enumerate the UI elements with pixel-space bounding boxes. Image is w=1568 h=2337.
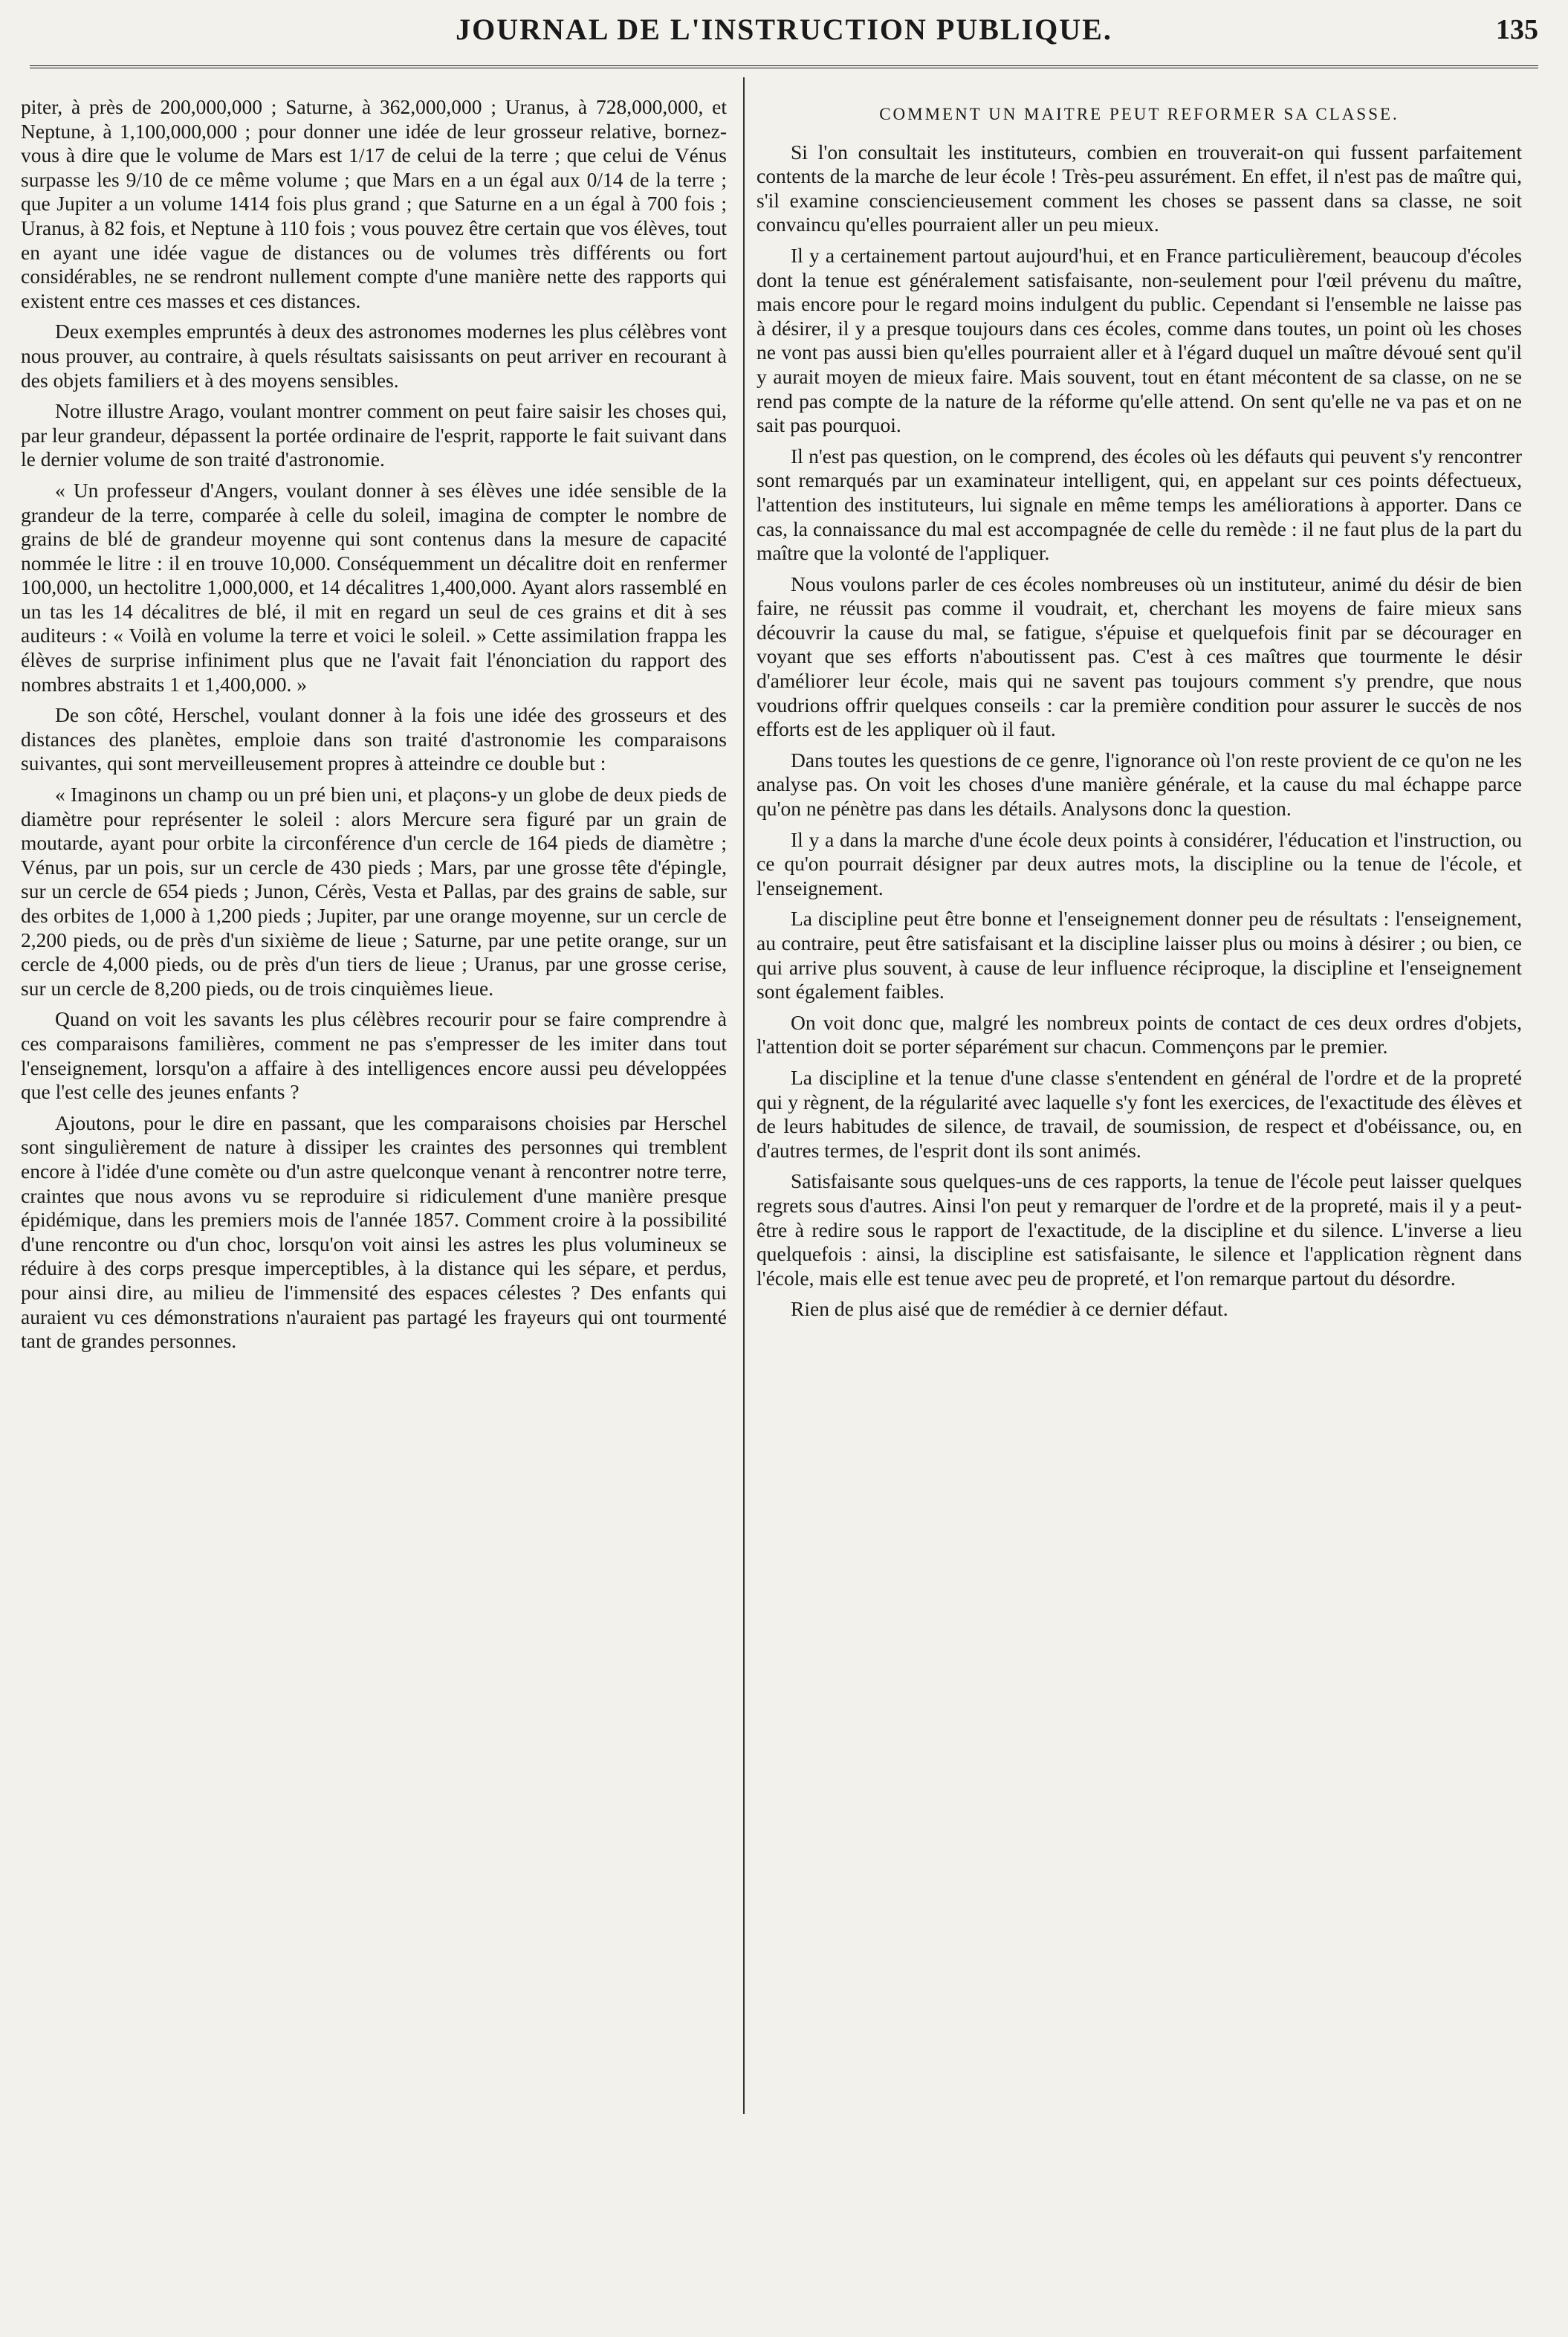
paragraph: Rien de plus aisé que de remédier à ce dernier défaut. [791,1297,1228,1321]
paragraph: On voit donc que, malgré les nombreux points de contact de ces deux ordres d'objets, l'attention doit se porter séparément sur chacun. Commençons par le premier. [757,1010,1522,1058]
page-number: 135 [1496,14,1538,45]
header-rule [30,65,1538,68]
paragraph: Il y a certainement partout aujourd'hui, et en France particulièrement, beaucoup d'écoles dont la tenue est généralement satisfaisante, non-seulement pour l'œil prévenu du maître, mais encore pour le regard moins indulgent du public. Cependant si l'ensemble ne laisse pas à désirer, il y a presque toujours dans ces écoles, comme dans toutes, un point où les choses ne vont pas aussi bien qu'elles pourraient aller et à l'égard duquel un maître dévoué sent qu'il y aurait moyen de mieux faire. Mais souvent, tout en étant mécontent de sa classe, on ne se rend pas compte de la nature de la réforme qu'elle attend. On sent qu'elle ne va pas et on ne sait pas pourquoi. [757,243,1522,437]
paragraph: « Un professeur d'Angers, voulant donner à ses élèves une idée sensible de la grandeur de la terre, comparée à celle du soleil, imagina de compter le nombre de grains de blé de grandeur moyenne qui sont contenus dans la mesure de capacité nommée le litre : il en trouve 10,000. Conséquemment un décalitre doit en renfermer 100,000, un hectolitre 1,000,000, et 14 décalitres 1,400,000. Ayant alors rassemblé en un tas les 14 décalitres de blé, il mit en regard un seul de ces grains et dit à ses auditeurs : « Voilà en volume la terre et voici le soleil. » Cette assimilation frappa les élèves de surprise infiniment plus que ne l'avait fait l'énonciation du rapport des nombres abstraits 1 et 1,400,000. » [21,478,727,696]
paragraph: Nous voulons parler de ces écoles nombreuses où un instituteur, animé du désir de bien faire, ne réussit pas comme il voudrait, et, cherchant les moyens de faire mieux sans découvrir la cause du mal, se fatigue, s'épuise et quelquefois finit par se décourager en voyant que ses efforts n'aboutissent pas. C'est à ces maîtres que tourmente le désir d'améliorer leur école, mais qui ne savent pas toujours comment s'y prendre, que nous voudrions offrir quelques conseils : car la première condition pour assurer le succès de nos efforts est de les appliquer où il faut. [757,572,1522,741]
left-column [21,95,727,1360]
page-header [30,10,1538,52]
journal-title: JOURNAL DE L'INSTRUCTION PUBLIQUE. [456,13,1112,46]
paragraph: Il n'est pas question, on le comprend, des écoles où les défauts qui peuvent s'y rencontrer sont remarqués par un examinateur intelligent, qui, en appelant sur ces points défectueux, l'attention des instituteurs, lui signale en même temps les améliorations à apporter. Dans ce cas, la connaissance du mal est accompagnée de celle du remède : il ne faut plus de la part du maître que la volonté de l'appliquer. [757,444,1522,565]
paragraph: Deux exemples empruntés à deux des astronomes modernes les plus célèbres vont nous prouver, au contraire, à quels résultats saisissants on peut arriver en recourant à des objets familiers et à des moyens sensibles. [21,320,727,392]
paragraph: Ajoutons, pour le dire en passant, que les comparaisons choisies par Herschel sont singulièrement de nature à dissiper les craintes des personnes qui tremblent encore à l'idée d'une comète ou d'un astre quelconque venant à rencontrer notre terre, craintes que nous avons vu se reproduire si ridiculement d'une manière presque épidémique, dans les premiers mois de l'année 1857. Comment croire à la possibilité d'une rencontre ou d'un choc, lorsqu'on voit ainsi les astres les plus volumineux se réduire à des corps presque imperceptibles, à la distance qui les sépare, et perdus, pour ainsi dire, au milieu de l'immensité des espaces célestes ? Des enfants qui auraient vu ces démonstrations n'auraient pas partagé les frayeurs qui ont tourmenté tant de grandes personnes. [21,1111,727,1353]
paragraph: De son côté, Herschel, voulant donner à la fois une idée des grosseurs et des distances des planètes, emploie dans son traité d'astronomie les comparaisons suivantes, qui sont merveilleusement propres à atteindre ce double but : [21,703,727,775]
column-divider [743,77,745,2114]
paragraph: Il y a dans la marche d'une école deux points à considérer, l'éducation et l'instruction, ou ce qu'on pourrait désigner par deux autres mots, la discipline ou la tenue de l'école, et l'enseignement. [757,827,1522,899]
paragraph: piter, à près de 200,000,000 ; Saturne, à 362,000,000 ; Uranus, à 728,000,000, et Neptune, à 1,100,000,000 ; pour donner une idée de leur grosseur relative, bornez-vous à dire que le volume de Mars est 1/17 de celui de la terre ; que celui de Vénus surpasse les 9/10 de ce même volume ; que Mars en a un égal aux 0/14 de la terre ; que Jupiter a un volume 1414 fois plus grand ; que Saturne en a un égal à 700 fois ; Uranus, à 82 fois, et Neptune à 110 fois ; vous pouvez être certain que vos élèves, tout en ayant une idée vague de distances ou de volumes très différents ou fort considérables, ne se rendront nullement compte d'une manière nette des rapports qui existent entre ces masses et ces distances. [21,95,727,312]
paragraph: La discipline et la tenue d'une classe s'entendent en général de l'ordre et de la propreté qui y règnent, de la régularité avec laquelle s'y font les exercices, de l'exactitude des élèves et de leurs habitudes de silence, de travail, de soumission, de respect et d'obéissance, ou, en d'autres termes, de l'esprit dont ils sont animés. [757,1065,1522,1162]
paragraph: La discipline peut être bonne et l'enseignement donner peu de résultats : l'enseignement, au contraire, peut être satisfaisant et la discipline laisser plus ou moins à désirer ; ou bien, ce qui arrive plus souvent, à cause de leur influence réciproque, la discipline et l'enseignement sont également faibles. [757,907,1522,1003]
paragraph: Dans toutes les questions de ce genre, l'ignorance où l'on reste provient de ce qu'on ne les analyse pas. On voit les choses d'une manière générale, et la cause du mal échappe parce qu'on ne pénètre pas dans les détails. Analysons donc la question. [757,748,1522,821]
right-column [757,95,1522,1328]
paragraph: Satisfaisante sous quelques-uns de ces rapports, la tenue de l'école peut laisser quelques regrets sous d'autres. Ainsi l'on peut y remarquer de l'ordre et de la propreté, mais il y a peut-être à redire sous le rapport de l'exactitude, de la discipline et du silence. L'inverse a lieu quelquefois : ainsi, la discipline est satisfaisante, le silence et l'application règnent dans l'école, mais elle est tenue avec peu de propreté, et l'on remarque partout du désordre. [757,1169,1522,1290]
section-title: COMMENT UN MAITRE PEUT REFORMER SA CLASSE. [879,105,1399,123]
paragraph: Notre illustre Arago, voulant montrer comment on peut faire saisir les choses qui, par leur grandeur, dépassent la portée ordinaire de l'esprit, rapporte le fait suivant dans le dernier volume de son traité d'astronomie. [21,399,727,471]
paragraph: « Imaginons un champ ou un pré bien uni, et plaçons-y un globe de deux pieds de diamètre pour représenter le soleil : alors Mercure sera figuré par un grain de moutarde, ayant pour orbite la circonférence d'un cercle de 164 pieds de diamètre ; Vénus, par un pois, sur un cercle de 430 pieds ; Mars, par une grosse tête d'épingle, sur un cercle de 654 pieds ; Junon, Cérès, Vesta et Pallas, par des grains de sable, sur des orbites de 1,000 à 1,200 pieds ; Jupiter, par une orange moyenne, sur un cercle de 2,200 pieds, ou de près d'un sixième de lieue ; Saturne, par une petite orange, sur un cercle de 4,000 pieds, ou de près d'un tiers de lieue ; Uranus, par une grosse cerise, sur un cercle de 8,200 pieds, ou de trois cinquièmes lieue. [21,783,727,1000]
paragraph: Quand on voit les savants les plus célèbres recourir pour se faire comprendre à ces comparaisons familières, comment ne pas s'empresser de les imiter dans tout l'enseignement, lorsqu'on a affaire à des intelligences encore aussi peu développées que l'est celle des jeunes enfants ? [21,1007,727,1104]
paragraph: Si l'on consultait les instituteurs, combien en trouverait-on qui fussent parfaitement contents de la marche de leur école ! Très-peu assurément. En effet, il n'est pas de maître qui, s'il examine consciencieusement comment les choses se passent dans sa classe, ne soit convaincu qu'elles pourraient aller un peu mieux. [757,140,1522,236]
